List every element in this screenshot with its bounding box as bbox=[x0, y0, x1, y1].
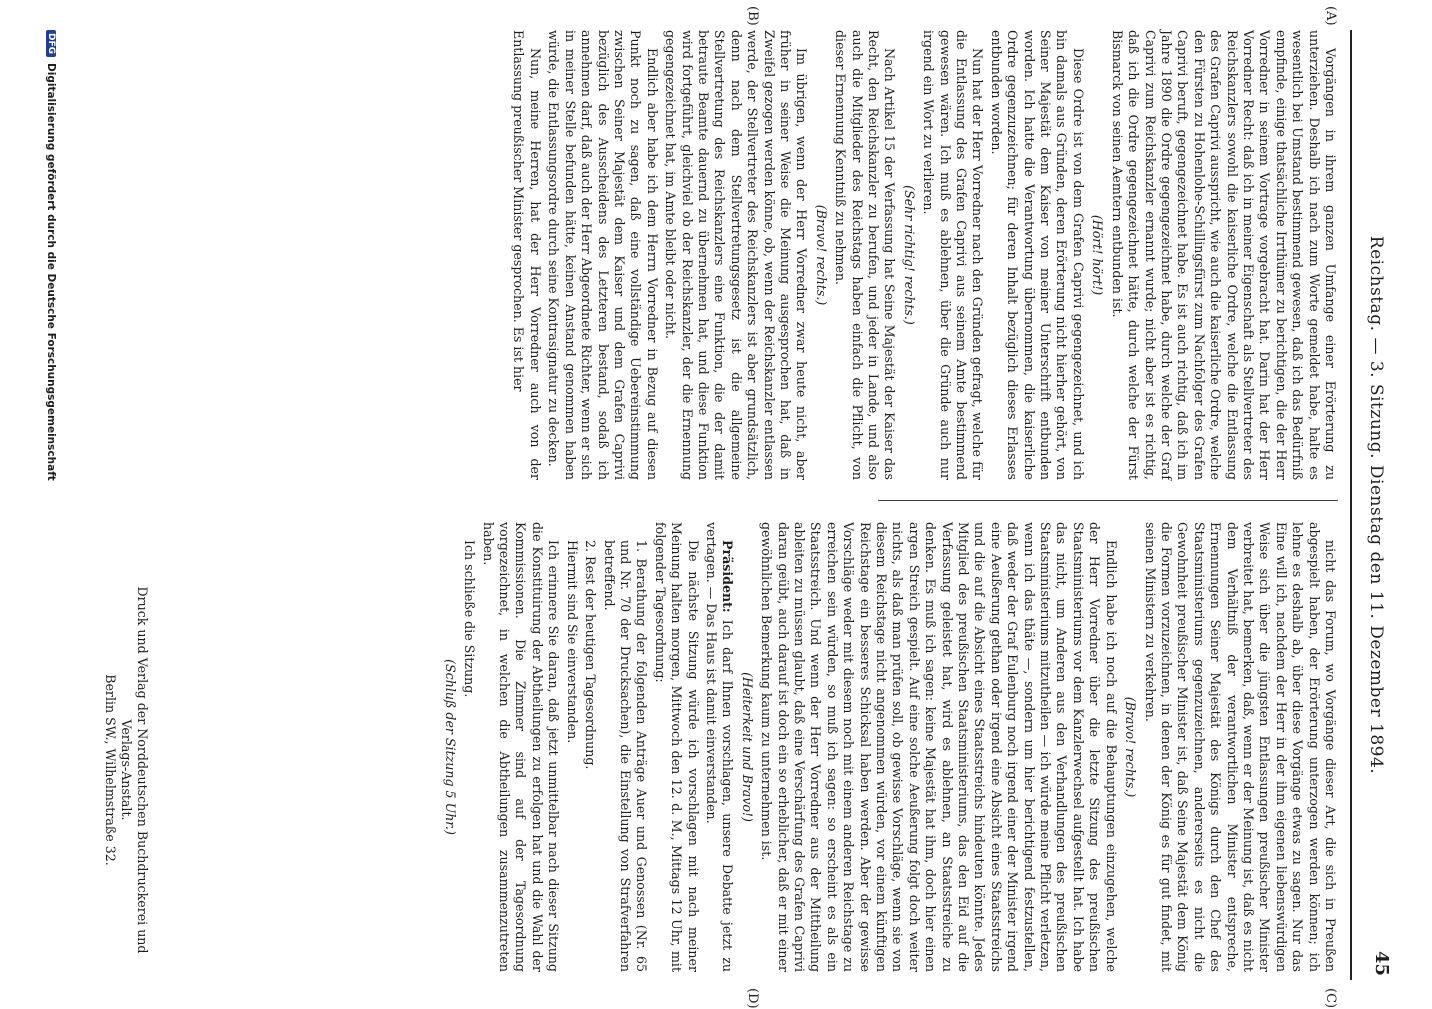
paragraph: Vorgängen in ihrem ganzen Umfange einer Erörterung zu unterziehen. Deshalb ich nach zum Worte gemeldet habe, halte es wesentlich bei Umstand bestimmend gewesen, daß ich das Bedürfniß empfinde, einige thatsächliche Irrthümer zu berichtigen, die der Herr Vorredner in seinem Vortrage vorgebracht hat. Darin hat der Herr Vorredner Recht: daß ich in meiner Eigenschaft als Stellvertreter des Reichskanzlers sowohl die kaiserliche Ordre, welche die Entlassung des Grafen Caprivi ausspricht, wie auch die kaiserliche Ordre, welche den Fürsten zu Hohenlohe-Schillingsfürst zum Nachfolger des Grafen Caprivi beruft, gegengezeichnet habe. Es ist auch richtig, daß ich im Jahre 1890 die Ordre gegengezeichnet habe, durch welche der Graf Caprivi zum Reichskanzler ernannt wurde; nicht aber ist es richtig, daß ich die Ordre gegengezeichnet hätte, durch welche der Fürst Bismarck von seinen Aemtern entbunden ist. bbox=[1109, 30, 1338, 480]
paragraph: Ich schließe die Sitzung. bbox=[462, 540, 478, 698]
margin-marker-b: (B) bbox=[745, 6, 760, 26]
margin-marker-c: (C) bbox=[1323, 988, 1338, 1009]
header-rule bbox=[1350, 30, 1352, 980]
agenda-item: 2. Rest der heutigen Tagesordnung. bbox=[583, 540, 599, 770]
page-number: 45 bbox=[1371, 950, 1392, 976]
running-header bbox=[1352, 30, 1400, 980]
margin-marker-d: (D) bbox=[745, 988, 760, 1009]
paragraph: Nun hat der Herr Vorredner nach den Gründen gefragt, welche für die Entlassung des Grafen Caprivi aus seinem Amte bestimmend gewesen wären. Ich muß es ablehnen, über die Gründe auch nur irgend ein Wort zu verlieren. bbox=[921, 30, 986, 480]
paragraph: nicht das Forum, wo Vorgänge dieser Art, die sich in Preußen abgespielt haben, der Erörterung unterzogen werden können; ich lehne es deshalb ab, über diese Vorgänge etwas zu sagen. Nur das Eine will ich, nachdem der Herr in der ihm eigenen liebenswürdigen Weise sich über die jüngsten Entlassungen preußischer Minister verbreitet hat, bemerken, daß, wenn er der Meinung ist, daß es nicht dem Verhältniß der verantwortlichen Minister entspreche, Ernennungen Seiner Majestät des Königs durch den Chef des Staatsministeriums gegenzuzeichnen, andererseits es nicht die Gewohnheit preußischer Minister ist, daß Seine Majestät dem König die Formen vorzuzeichnen, in denen der König es für gut findet, mit seinen Ministern zu verkehren. bbox=[1142, 522, 1338, 972]
stage-direction: (Heiterkeit und Bravo!) bbox=[739, 672, 755, 822]
stage-direction: (Bravo! rechts.) bbox=[1123, 696, 1139, 798]
paragraph: Im übrigen, wenn der Herr Vorredner zwar heute nicht, aber früher in seiner Weise die Meinung ausgesprochen hat, daß in Zweifel gezogen werden könne, ob, wenn der Reichskanzler entlassen werde, der Stellvertreter des Reichskanzlers ist aber grundsätzlich, denn nach dem Stellvertretungsgesetz ist die allgemeine Stellvertretung des Reichskanzlers eine Funktion, die der damit betraute Beamte dauernd zu übernehmen hat, und diese Funktion wird fortgeführt, gleichviel ob der Reichskanzler, der die Ernennung gegengezeichnet hat, im Amte bleibt oder nicht. bbox=[663, 30, 810, 480]
imprint-line: Druck und Verlag der Norddeutschen Buchdruckerei und Verlags-Anstalt. bbox=[119, 586, 150, 954]
right-column bbox=[68, 522, 1338, 972]
paragraph: Diese Ordre ist von dem Grafen Caprivi gegengezeichnet, und ich bin damals aus Gründen, deren Erörterung nicht hierher gehört, von Seiner Majestät dem Kaiser von meiner Unterschrift entbunden worden. Ich hatte die Verantwortung übernommen, die kaiserliche Ordre gegenzuzeichnen; für deren Inhalt bezüglich dieses Erlasses entbunden worden. bbox=[988, 30, 1086, 480]
stage-direction: (Hört! hört!) bbox=[1090, 214, 1106, 296]
paragraph: Endlich habe ich noch auf die Behauptungen einzugehen, welche der Herr Vorredner über die letzte Sitzung des preußischen Staatsministeriums vor dem Kanzlerwechsel aufgestellt hat. Ich habe das nicht, um Anderen aus den Verhandlungen des preußischen Staatsministeriums mitzutheilen — ich würde meine Pflicht verletzen, wenn ich das thäte —, sondern um hier berichtigend festzustellen, daß weder der Graf Eulenburg noch irgend einer der Minister irgend eine Aeußerung gethan oder irgend eine Absicht eines Staatsstreichs und die auf die Absicht eines Staatsstreichs hindeuten könnte. Jedes Mitglied des preußischen Staatsministeriums, das den Eid auf die Verfassung geleistet hat, wird es ablehnen, an Staatsstreiche zu denken. Es muß ich sagen: keine Majestät hat ihm, doch hier einen argen Streich gespielt. Auf eine solche Aeußerung folgt doch weiter nichts, als daß man prüfen soll, ob gewisse Vorschläge, wenn sie von diesem Reichstage nicht angenommen würden, vor einem künftigen Reichstage ein besseres Schicksal haben werden. Aber der gewisse Vorschläge weder mit diesem noch mit einem anderen Reichstage zu erreichen sein würden, so muß ich sagen: so erscheint es als ein Staatsstreich. Und wenn der Herr Vorredner aus der Mittheilung ableiten zu müssen glaubt, daß eine Verschärfung des Grafen Caprivi daran geübt, auch darauf ist doch ein so erheblicher, daß er mit einer gewöhnlichen Bemerkung kaum zu unternehmen ist. bbox=[759, 522, 1119, 972]
left-column bbox=[68, 30, 1338, 480]
stage-direction: (Sehr richtig! rechts.) bbox=[901, 185, 917, 325]
digitization-footer bbox=[42, 30, 60, 980]
stage-direction: (Bravo! rechts.) bbox=[813, 204, 829, 306]
speech-text: Ich darf Ihnen vorschlagen, unsere Debatte jetzt zu vertagen. — Das Haus ist damit einverstanden. bbox=[703, 522, 736, 972]
imprint bbox=[102, 570, 150, 970]
closing-note: (Schluß der Sitzung 5 Uhr.) bbox=[442, 659, 458, 835]
footer-text: Digitalisierung gefördert durch die Deutsche Forschungsgemeinschaft bbox=[45, 63, 57, 481]
column-divider bbox=[878, 500, 1338, 501]
paragraph: Endlich aber habe ich dem Herrn Vorredner in Bezug auf diesen Punkt noch zu sagen, daß eine vollständige Uebereinstimmung zwischen Seiner Majestät dem Kaiser und dem Grafen Caprivi bezüglich des Ausscheidens des Letzteren bestand, sodaß ich annehmen darf, daß auch der Herr Abgeordnete Richter, wenn er sich in meiner Stelle befunden hätte, keinen Anstand genommen haben würde, die Entlassungsordre durch seine Kontrasignatur zu decken. bbox=[546, 30, 660, 480]
agenda-item: 1. Berathung der folgenden Anträge Auer und Genossen (Nr. 65 und Nr. 70 der Drucksachen), die Einstellung von Strafverfahren betreffend. bbox=[601, 540, 650, 972]
paragraph: Die nächste Sitzung würde ich vorschlagen mit nach meiner Meinung halten morgen, Mittwoch den 12. d. M., Mittags 12 Uhr, mit folgender Tagesordnung: bbox=[652, 522, 701, 972]
paragraph: Nun, meine Herren, hat der Herr Vorredner auch von der Entlassung preußischer Minister gesprochen. Es ist hier bbox=[511, 30, 543, 480]
paragraph: Nach Artikel 15 der Verfassung hat Seine Majestät der Kaiser das Recht, den Reichskanzler zu berufen, und jeder in Lande, und also auch die Mitglieder des Reichstags haben einfach die Pflicht, von dieser Ernennung Kenntniß zu nehmen. bbox=[833, 30, 898, 480]
page bbox=[40, 6, 1400, 1009]
paragraph: Ich erinnere Sie daran, daß jetzt unmittelbar nach dieser Sitzung die Konstituirung der Abtheilungen zu erfolgen hat und die Wahl der Kommissionen. Die Zimmer sind auf der Tagesordnung vorgezeichnet, in welchen die Abtheilungen zusammenzutreten haben. bbox=[480, 522, 562, 972]
margin-marker-a: (A) bbox=[1323, 6, 1338, 26]
speaker-name: Präsident: bbox=[720, 540, 736, 613]
paragraph bbox=[703, 522, 736, 972]
paragraph: Hiermit sind Sie einverstanden. bbox=[564, 540, 580, 744]
dfg-logo-icon: DFG bbox=[46, 30, 56, 57]
header-title: Reichstag. — 3. Sitzung. Dienstag den 11. Dezember 1894. bbox=[1366, 235, 1386, 775]
imprint-line: Berlin SW., Wilhelmstraße 32. bbox=[103, 674, 118, 866]
